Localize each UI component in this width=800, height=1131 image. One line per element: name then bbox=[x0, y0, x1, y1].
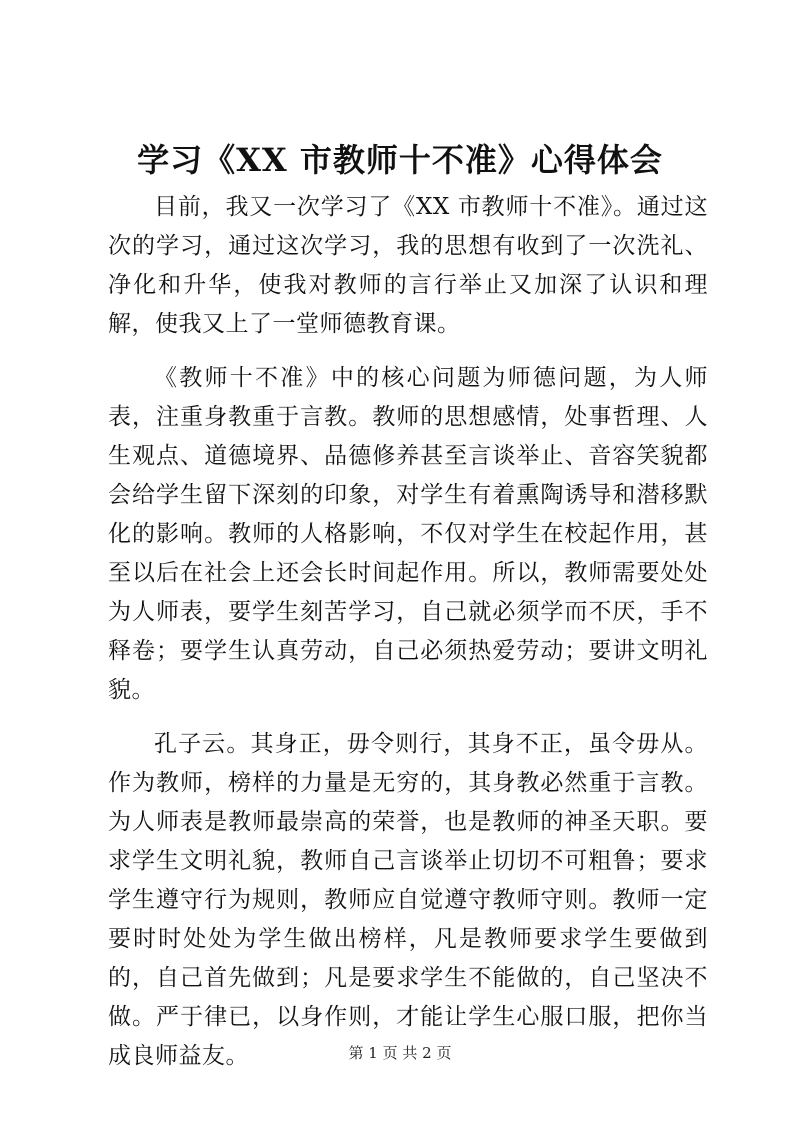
document-body bbox=[108, 188, 708, 1091]
paragraph-1: 目前，我又一次学习了《XX 市教师十不准》。通过这次的学习，通过这次学习，我的思想有收到了一次洗礼、净化和升华，使我对教师的言行举止又加深了认识和理解，使我又上了一堂师德教育课。 bbox=[108, 194, 708, 337]
document-title: 学习《XX 市教师十不准》心得体会 bbox=[137, 141, 663, 179]
paragraph-2: 《教师十不准》中的核心问题为师德问题，为人师表，注重身教重于言教。教师的思想感情，处事哲理、人生观点、道德境界、品德修养甚至言谈举止、音容笑貌都会给学生留下深刻的印象，对学生有着熏陶诱导和潜移默化的影响。教师的人格影响，不仅对学生在校起作用，甚至以后在社会上还会长时间起作用。所以，教师需要处处为人师表，要学生刻苦学习，自己就必须学而不厌，手不释卷；要学生认真劳动，自己必须热爱劳动；要讲文明礼貌。 bbox=[108, 365, 708, 703]
paragraph-3: 孔子云。其身正，毋令则行，其身不正，虽令毋从。作为教师，榜样的力量是无穷的，其身教必然重于言教。为人师表是教师最崇高的荣誉，也是教师的神圣天职。要求学生文明礼貌，教师自己言谈举止切切不可粗鲁；要求学生遵守行为规则，教师应自觉遵守教师守则。教师一定要时时处处为学生做出榜样，凡是教师要求学生要做到的，自己首先做到；凡是要求学生不能做的，自己坚决不做。严于律已，以身作则，才能让学生心服口服，把你当成良师益友。 bbox=[108, 731, 708, 1069]
page-footer: 第 1 页 共 2 页 bbox=[348, 1044, 452, 1062]
